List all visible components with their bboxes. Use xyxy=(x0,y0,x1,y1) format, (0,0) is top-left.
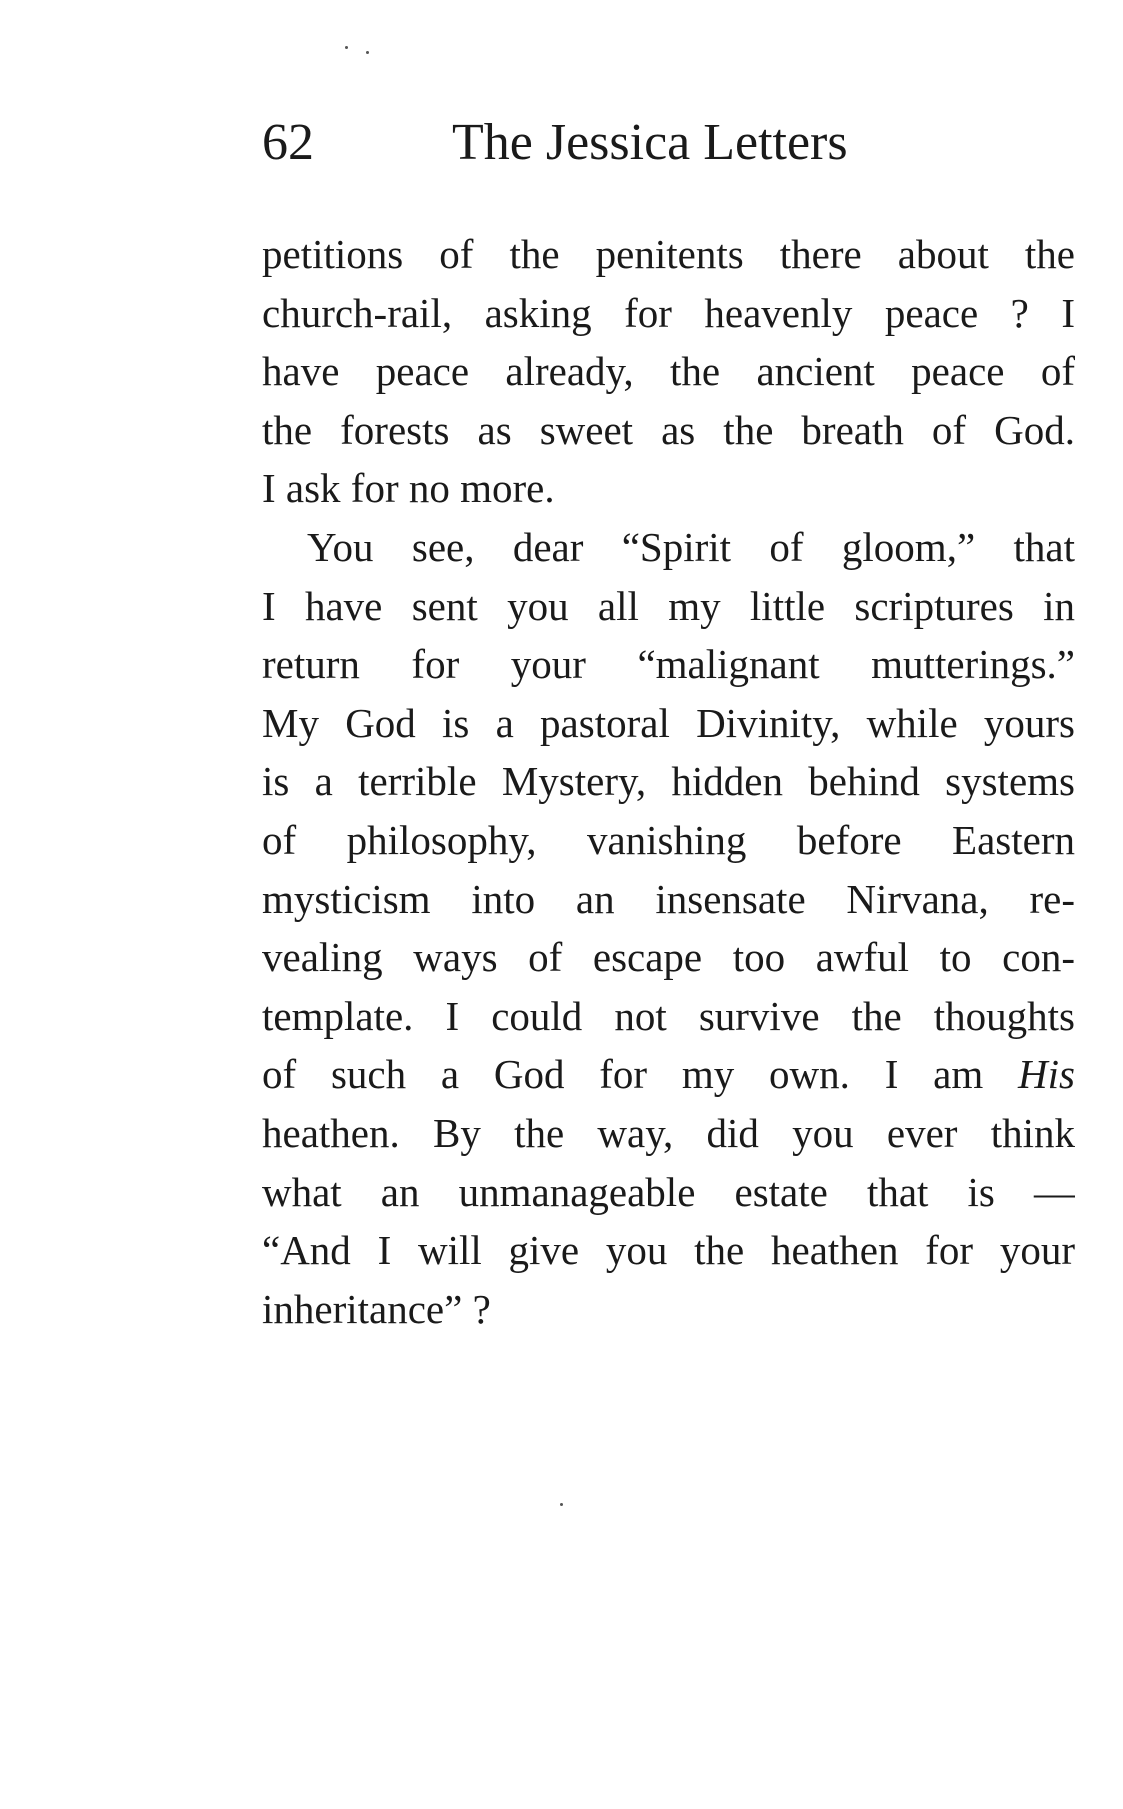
text-line: petitions of the penitents there about the xyxy=(262,231,1075,277)
print-speck xyxy=(345,46,348,49)
text-line: My God is a pastoral Divinity, while yours xyxy=(262,699,1075,746)
text-line: have peace already, the ancient peace of xyxy=(262,348,1075,395)
text-line: heathen. By the way, did you ever think xyxy=(262,1109,1075,1156)
text-line: “And I will give you the heathen for your xyxy=(262,1227,1075,1274)
text-line: is a terrible Mystery, hidden behind systems xyxy=(262,758,1075,805)
text-line: return for your “malignant mutterings.” xyxy=(262,641,1075,688)
text-line: template. I could not survive the thoughts xyxy=(262,992,1075,1039)
running-title: The Jessica Letters xyxy=(452,114,848,171)
print-speck xyxy=(560,1503,563,1506)
page-number: 62 xyxy=(262,114,314,171)
text-line-start: of such a God for my own. I am xyxy=(262,1051,1019,1098)
body-text xyxy=(262,225,1075,1338)
text-line: mysticism into an insensate Nirvana, re- xyxy=(262,875,1075,922)
italic-word: His xyxy=(1018,1051,1075,1098)
text-line: church-rail, asking for heavenly peace ? I xyxy=(262,289,1075,336)
text-line: vealing ways of escape too awful to con- xyxy=(262,934,1075,981)
text-line xyxy=(262,1045,1075,1104)
text-line: of philosophy, vanishing before Eastern xyxy=(262,816,1075,863)
print-speck xyxy=(366,51,369,54)
text-line: the forests as sweet as the breath of God. xyxy=(262,406,1075,453)
running-head xyxy=(262,108,902,178)
text-line: I have sent you all my little scriptures in xyxy=(262,582,1075,629)
text-line: what an unmanageable estate that is — xyxy=(262,1168,1075,1215)
text-line: You see, dear “Spirit of gloom,” that xyxy=(307,523,1075,570)
text-line: I ask for no more. xyxy=(262,465,555,512)
text-line: inheritance” ? xyxy=(262,1285,491,1332)
